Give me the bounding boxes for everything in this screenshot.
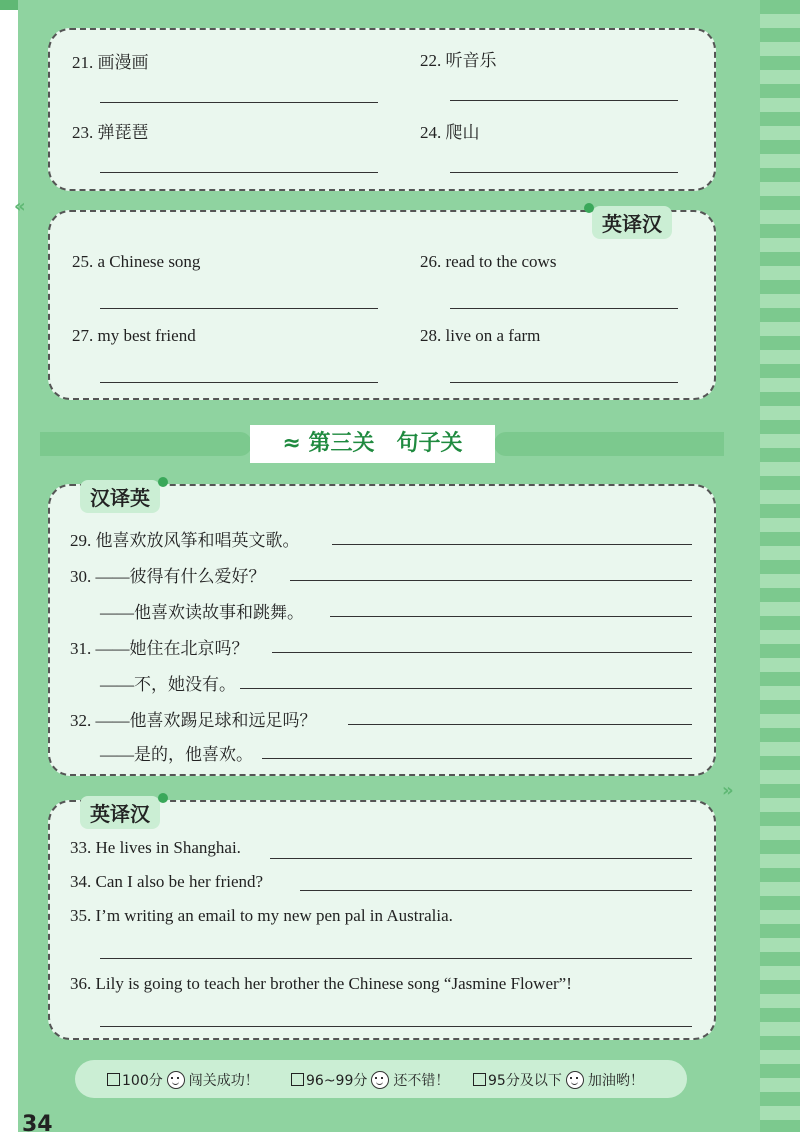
item-32-answer: ——是的，他喜欢。: [100, 745, 253, 764]
tag-leaf-icon: [584, 203, 594, 213]
score-bar: [75, 1060, 687, 1098]
right-wave-border: [760, 0, 800, 1132]
score-2-label: 96~99分: [306, 1073, 368, 1089]
item-21: 21. 画漫画: [72, 53, 149, 72]
answer-line-26[interactable]: [450, 308, 678, 309]
tag-leaf-icon: [158, 793, 168, 803]
section4-tag-label: 英译汉: [90, 802, 150, 826]
answer-line-21[interactable]: [100, 102, 378, 103]
answer-line-29[interactable]: [332, 544, 692, 545]
answer-line-25[interactable]: [100, 308, 378, 309]
item-27: 27. my best friend: [72, 326, 196, 345]
answer-line-23[interactable]: [100, 172, 378, 173]
section-banner: [250, 425, 495, 463]
answer-line-35[interactable]: [100, 958, 692, 959]
score-item-3: [473, 1070, 644, 1090]
item-23: 23. 弹琵琶: [72, 123, 149, 142]
checkbox-icon[interactable]: [107, 1073, 120, 1086]
item-35: 35. I’m writing an email to my new pen pal in Australia.: [70, 906, 453, 925]
item-22: 22. 听音乐: [420, 51, 497, 70]
checkbox-icon[interactable]: [291, 1073, 304, 1086]
item-25: 25. a Chinese song: [72, 252, 201, 271]
answer-line-30-question[interactable]: [290, 580, 692, 581]
score-item-1: [107, 1070, 259, 1090]
item-31-answer: ——不，她没有。: [100, 675, 236, 694]
happy-face-icon: [167, 1071, 185, 1089]
answer-line-22[interactable]: [450, 100, 678, 101]
answer-line-30-answer[interactable]: [330, 616, 692, 617]
answer-line-33[interactable]: [270, 858, 692, 859]
item-24: 24. 爬山: [420, 123, 480, 142]
answer-line-34[interactable]: [300, 890, 692, 891]
item-26: 26. read to the cows: [420, 252, 557, 271]
section2-tag-label: 英译汉: [602, 212, 662, 236]
item-36: 36. Lily is going to teach her brother the Chinese song “Jasmine Flower”!: [70, 974, 572, 993]
banner-left-stripe: [40, 432, 252, 456]
score-3-message: 加油哟！: [587, 1073, 644, 1089]
item-30-question: 30. ——彼得有什么爱好？: [70, 567, 266, 586]
item-30-answer: ——他喜欢读故事和跳舞。: [100, 603, 304, 622]
chevron-right-icon: »: [722, 780, 734, 801]
score-1-message: 闯关成功！: [188, 1073, 259, 1089]
section3-panel: [48, 484, 716, 776]
section4-panel: [48, 800, 716, 1040]
answer-line-31-question[interactable]: [272, 652, 692, 653]
smile-face-icon: [371, 1071, 389, 1089]
answer-line-27[interactable]: [100, 382, 378, 383]
checkbox-icon[interactable]: [473, 1073, 486, 1086]
answer-line-32-question[interactable]: [348, 724, 692, 725]
tag-leaf-icon: [158, 477, 168, 487]
answer-line-36[interactable]: [100, 1026, 692, 1027]
item-34: 34. Can I also be her friend?: [70, 872, 264, 891]
item-28: 28. live on a farm: [420, 326, 541, 345]
chevron-left-icon: «: [14, 196, 26, 217]
section-banner-title: ≈ 第三关 句子关: [282, 431, 463, 456]
banner-right-stripe: [494, 432, 724, 456]
score-1-label: 100分: [122, 1073, 163, 1089]
answer-line-32-answer[interactable]: [262, 758, 692, 759]
item-32-question: 32. ——他喜欢踢足球和远足吗？: [70, 711, 317, 730]
section2-tag: [592, 206, 672, 239]
answer-line-28[interactable]: [450, 382, 678, 383]
section3-tag: [80, 480, 160, 513]
item-31-question: 31. ——她住在北京吗？: [70, 639, 249, 658]
score-item-2: [291, 1070, 449, 1090]
page-number: 34: [22, 1112, 53, 1137]
section4-tag: [80, 796, 160, 829]
section3-tag-label: 汉译英: [90, 486, 150, 510]
item-33: 33. He lives in Shanghai.: [70, 838, 241, 857]
score-3-label: 95分及以下: [488, 1073, 562, 1089]
score-2-message: 还不错！: [393, 1073, 450, 1089]
answer-line-31-answer[interactable]: [240, 688, 692, 689]
section1-panel: [48, 28, 716, 191]
cheer-face-icon: [566, 1071, 584, 1089]
item-29: 29. 他喜欢放风筝和唱英文歌。: [70, 531, 300, 550]
answer-line-24[interactable]: [450, 172, 678, 173]
